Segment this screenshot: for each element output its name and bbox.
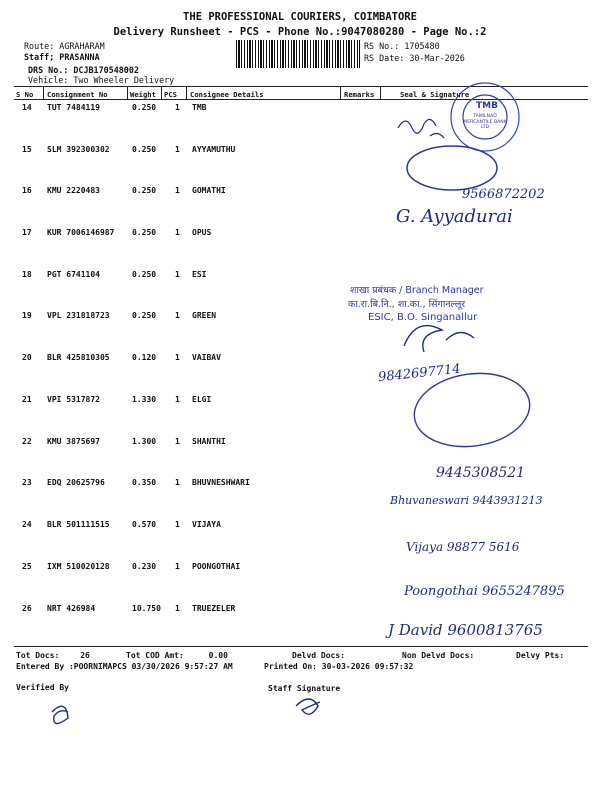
row-sno: 18 xyxy=(22,270,32,279)
handwriting-row24: Vijaya 98877 5616 xyxy=(406,540,520,554)
row-consignment: BLR 425810305 xyxy=(47,353,110,362)
company-title: THE PROFESSIONAL COURIERS, COIMBATORE xyxy=(183,11,417,23)
row-sno: 24 xyxy=(22,520,32,529)
row-sno: 22 xyxy=(22,437,32,446)
col-header-consignment: Consignment No xyxy=(47,90,108,99)
row-sno: 19 xyxy=(22,311,32,320)
signature-row19 xyxy=(404,326,474,352)
row-consignment: NRT 426984 xyxy=(47,604,96,613)
row-weight: 1.300 xyxy=(132,437,157,446)
row-pcs: 1 xyxy=(175,270,180,279)
row-weight: 0.250 xyxy=(132,145,157,154)
row-consignee: BHUVNESHWARI xyxy=(192,478,250,487)
handwriting-row23: Bhuvaneswari 9443931213 xyxy=(390,494,543,507)
printed-on: Printed On: 30-03-2026 09:57:32 xyxy=(264,662,414,671)
row-weight: 0.250 xyxy=(132,186,157,195)
row-consignment: VPI 5317872 xyxy=(47,395,100,404)
hindi-branch-stamp: शाखा प्रबंधक / Branch Manager xyxy=(350,285,484,296)
row-weight: 1.330 xyxy=(132,395,157,404)
row-consignee: VAIBAV xyxy=(192,353,221,362)
col-header-sno: S No xyxy=(16,90,34,99)
rs-date: RS Date: 30-Mar-2026 xyxy=(364,53,465,63)
row-pcs: 1 xyxy=(175,311,180,320)
row-pcs: 1 xyxy=(175,437,180,446)
row-consignment: PGT 6741104 xyxy=(47,270,100,279)
col-header-pcs: PCS xyxy=(164,90,177,99)
row-consignment: VPL 231818723 xyxy=(47,311,110,320)
total-docs-value: 26 xyxy=(80,651,90,660)
row-consignee: VIJAYA xyxy=(192,520,221,529)
row-consignee: TRUEZELER xyxy=(192,604,236,613)
row-sno: 16 xyxy=(22,186,32,195)
col-header-consignee: Consignee Details xyxy=(190,90,264,99)
row-consignee: ESI xyxy=(192,270,207,279)
row-consignment: KUR 7006146987 xyxy=(47,228,115,237)
row-sno: 15 xyxy=(22,145,32,154)
handwriting-row17: G. Ayyadurai xyxy=(396,206,513,227)
entered-by: Entered By :POORNIMAPCS 03/30/2026 9:57:27 AM xyxy=(16,662,233,671)
row-consignee: OPUS xyxy=(192,228,212,237)
row-pcs: 1 xyxy=(175,395,180,404)
row-pcs: 1 xyxy=(175,103,180,112)
tmb-stamp-label: TMB xyxy=(476,101,498,111)
row-consignee: GOMATHI xyxy=(192,186,226,195)
row-consignment: KMU 3875697 xyxy=(47,437,100,446)
row-sno: 23 xyxy=(22,478,32,487)
row-sno: 14 xyxy=(22,103,32,112)
row-weight: 0.250 xyxy=(132,103,157,112)
row-consignee: TMB xyxy=(192,103,207,112)
rs-number: RS No.: 1705480 xyxy=(364,41,440,51)
row-consignment: KMU 2220483 xyxy=(47,186,100,195)
row-consignee: AYYAMUTHU xyxy=(192,145,236,154)
delivered-docs: Delvd Docs: xyxy=(292,651,345,660)
non-delivered-docs: Non Delvd Docs: xyxy=(402,651,475,660)
row-pcs: 1 xyxy=(175,228,180,237)
row-consignee: POONGOTHAI xyxy=(192,562,241,571)
handwriting-row26: J David 9600813765 xyxy=(388,621,543,639)
row-pcs: 1 xyxy=(175,145,180,154)
handwriting-row20: 9842697714 xyxy=(377,361,462,386)
row-consignee: GREEN xyxy=(192,311,217,320)
row-weight: 10.750 xyxy=(132,604,161,613)
signature-row14 xyxy=(398,119,444,138)
staff-label: Staff; PRASANNA xyxy=(24,52,100,62)
vehicle-label: Vehicle: Two Wheeler Delivery xyxy=(28,75,175,85)
row-sno: 25 xyxy=(22,562,32,571)
total-cod-value: 0.00 xyxy=(208,651,228,660)
tmb-stamp-ring-text: TAMILNAD MERCANTILE BANK LTD xyxy=(463,114,507,130)
row-pcs: 1 xyxy=(175,604,180,613)
row-sno: 21 xyxy=(22,395,32,404)
row-pcs: 1 xyxy=(175,562,180,571)
row-sno: 20 xyxy=(22,353,32,362)
handwriting-row25: Poongothai 9655247895 xyxy=(404,584,565,599)
row-consignment: BLR 501111515 xyxy=(47,520,110,529)
total-cod-label: Tot COD Amt: xyxy=(126,651,184,660)
row-consignment: SLM 392300302 xyxy=(47,145,110,154)
total-docs-label: Tot Docs: xyxy=(16,651,60,660)
row-consignment: IXM 510020128 xyxy=(47,562,110,571)
row-weight: 0.250 xyxy=(132,228,157,237)
runsheet-subtitle: Delivery Runsheet - PCS - Phone No.:9047080280 - Page No.:2 xyxy=(113,26,487,38)
delivery-points: Delvy Pts: xyxy=(516,651,565,660)
row-weight: 0.350 xyxy=(132,478,157,487)
row-sno: 26 xyxy=(22,604,32,613)
col-header-remarks: Remarks xyxy=(344,90,375,99)
row-weight: 0.250 xyxy=(132,311,157,320)
row-consignment: EDQ 20625796 xyxy=(47,478,105,487)
row-consignee: SHANTHI xyxy=(192,437,226,446)
row-weight: 0.120 xyxy=(132,353,157,362)
trichy-road-stamp xyxy=(407,146,497,190)
row-weight: 0.250 xyxy=(132,270,157,279)
staff-signature-mark xyxy=(296,699,320,714)
row-weight: 0.570 xyxy=(132,520,157,529)
staff-signature-label: Staff Signature xyxy=(268,684,341,693)
row-pcs: 1 xyxy=(175,353,180,362)
row-pcs: 1 xyxy=(175,186,180,195)
row-weight: 0.230 xyxy=(132,562,157,571)
esic-stamp: ESIC, B.O. Singanallur xyxy=(368,312,478,323)
drs-number: DRS No.: DCJB170548002 xyxy=(28,65,139,75)
route-label: Route: AGRAHARAM xyxy=(24,41,105,51)
col-header-signature: Seal & Signature xyxy=(400,90,470,99)
row-consignee: ELGI xyxy=(192,395,212,404)
hindi-line-stamp: का.रा.बि.नि., शा.का., सिंगानल्लूर xyxy=(348,299,466,310)
row-pcs: 1 xyxy=(175,478,180,487)
row-pcs: 1 xyxy=(175,520,180,529)
handwriting-row16: 9566872202 xyxy=(462,187,545,202)
handwriting-row22: 9445308521 xyxy=(436,465,526,481)
row-sno: 17 xyxy=(22,228,32,237)
row-consignment: TUT 7484119 xyxy=(47,103,100,112)
verified-by-label: Verified By xyxy=(16,683,69,692)
col-header-weight: Weight xyxy=(130,90,156,99)
verified-signature xyxy=(52,706,68,723)
